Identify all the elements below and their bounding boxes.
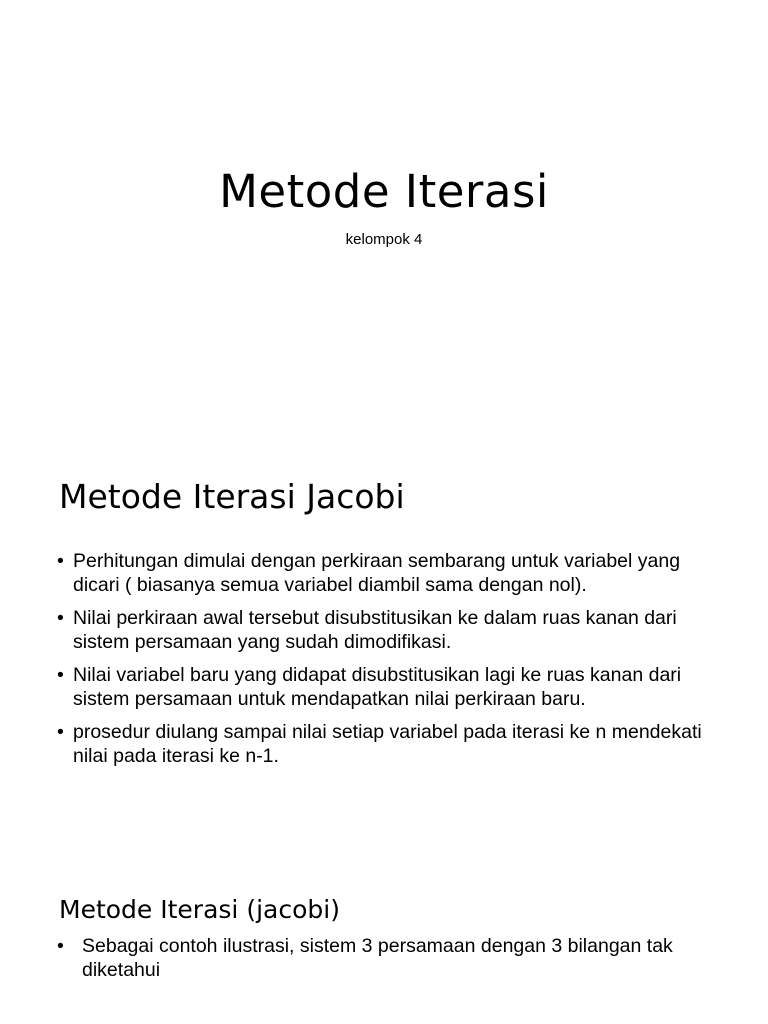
bullet-text: Nilai perkiraan awal tersebut disubstitusikan ke dalam ruas kanan dari sistem persamaan yang sudah dimodifikasi. xyxy=(73,607,677,653)
slide-title: Metode Iterasi (jacobi) xyxy=(59,895,340,924)
bullet-icon: • xyxy=(57,550,64,572)
bullet-text: Nilai variabel baru yang didapat disubstitusikan lagi ke ruas kanan dari sistem persamaan untuk mendapatkan nilai perkiraan baru. xyxy=(73,664,682,710)
slide-title: Metode Iterasi Jacobi xyxy=(59,477,405,516)
bullet-list xyxy=(57,934,717,982)
bullet-item xyxy=(57,934,717,982)
bullet-item xyxy=(57,549,717,597)
bullet-icon: • xyxy=(57,664,64,686)
bullet-text: Perhitungan dimulai dengan perkiraan sembarang untuk variabel yang dicari ( biasanya semua variabel diambil sama dengan nol). xyxy=(73,550,681,596)
bullet-item xyxy=(57,606,717,654)
bullet-item xyxy=(57,720,717,768)
bullet-icon: • xyxy=(57,721,64,743)
jacobi-slide xyxy=(0,440,768,860)
bullet-text: prosedur diulang sampai nilai setiap variabel pada iterasi ke n mendekati nilai pada iterasi ke n-1. xyxy=(73,721,702,767)
jacobi-example-slide xyxy=(0,860,768,1024)
presentation-subtitle: kelompok 4 xyxy=(345,231,423,248)
bullet-item xyxy=(57,663,717,711)
title-slide xyxy=(0,0,768,440)
bullet-icon: • xyxy=(57,935,64,957)
bullet-text: Sebagai contoh ilustrasi, sistem 3 persamaan dengan 3 bilangan tak diketahui xyxy=(82,935,673,981)
bullet-list xyxy=(57,549,717,777)
presentation-title: Metode Iterasi xyxy=(219,165,549,218)
bullet-icon: • xyxy=(57,607,64,629)
